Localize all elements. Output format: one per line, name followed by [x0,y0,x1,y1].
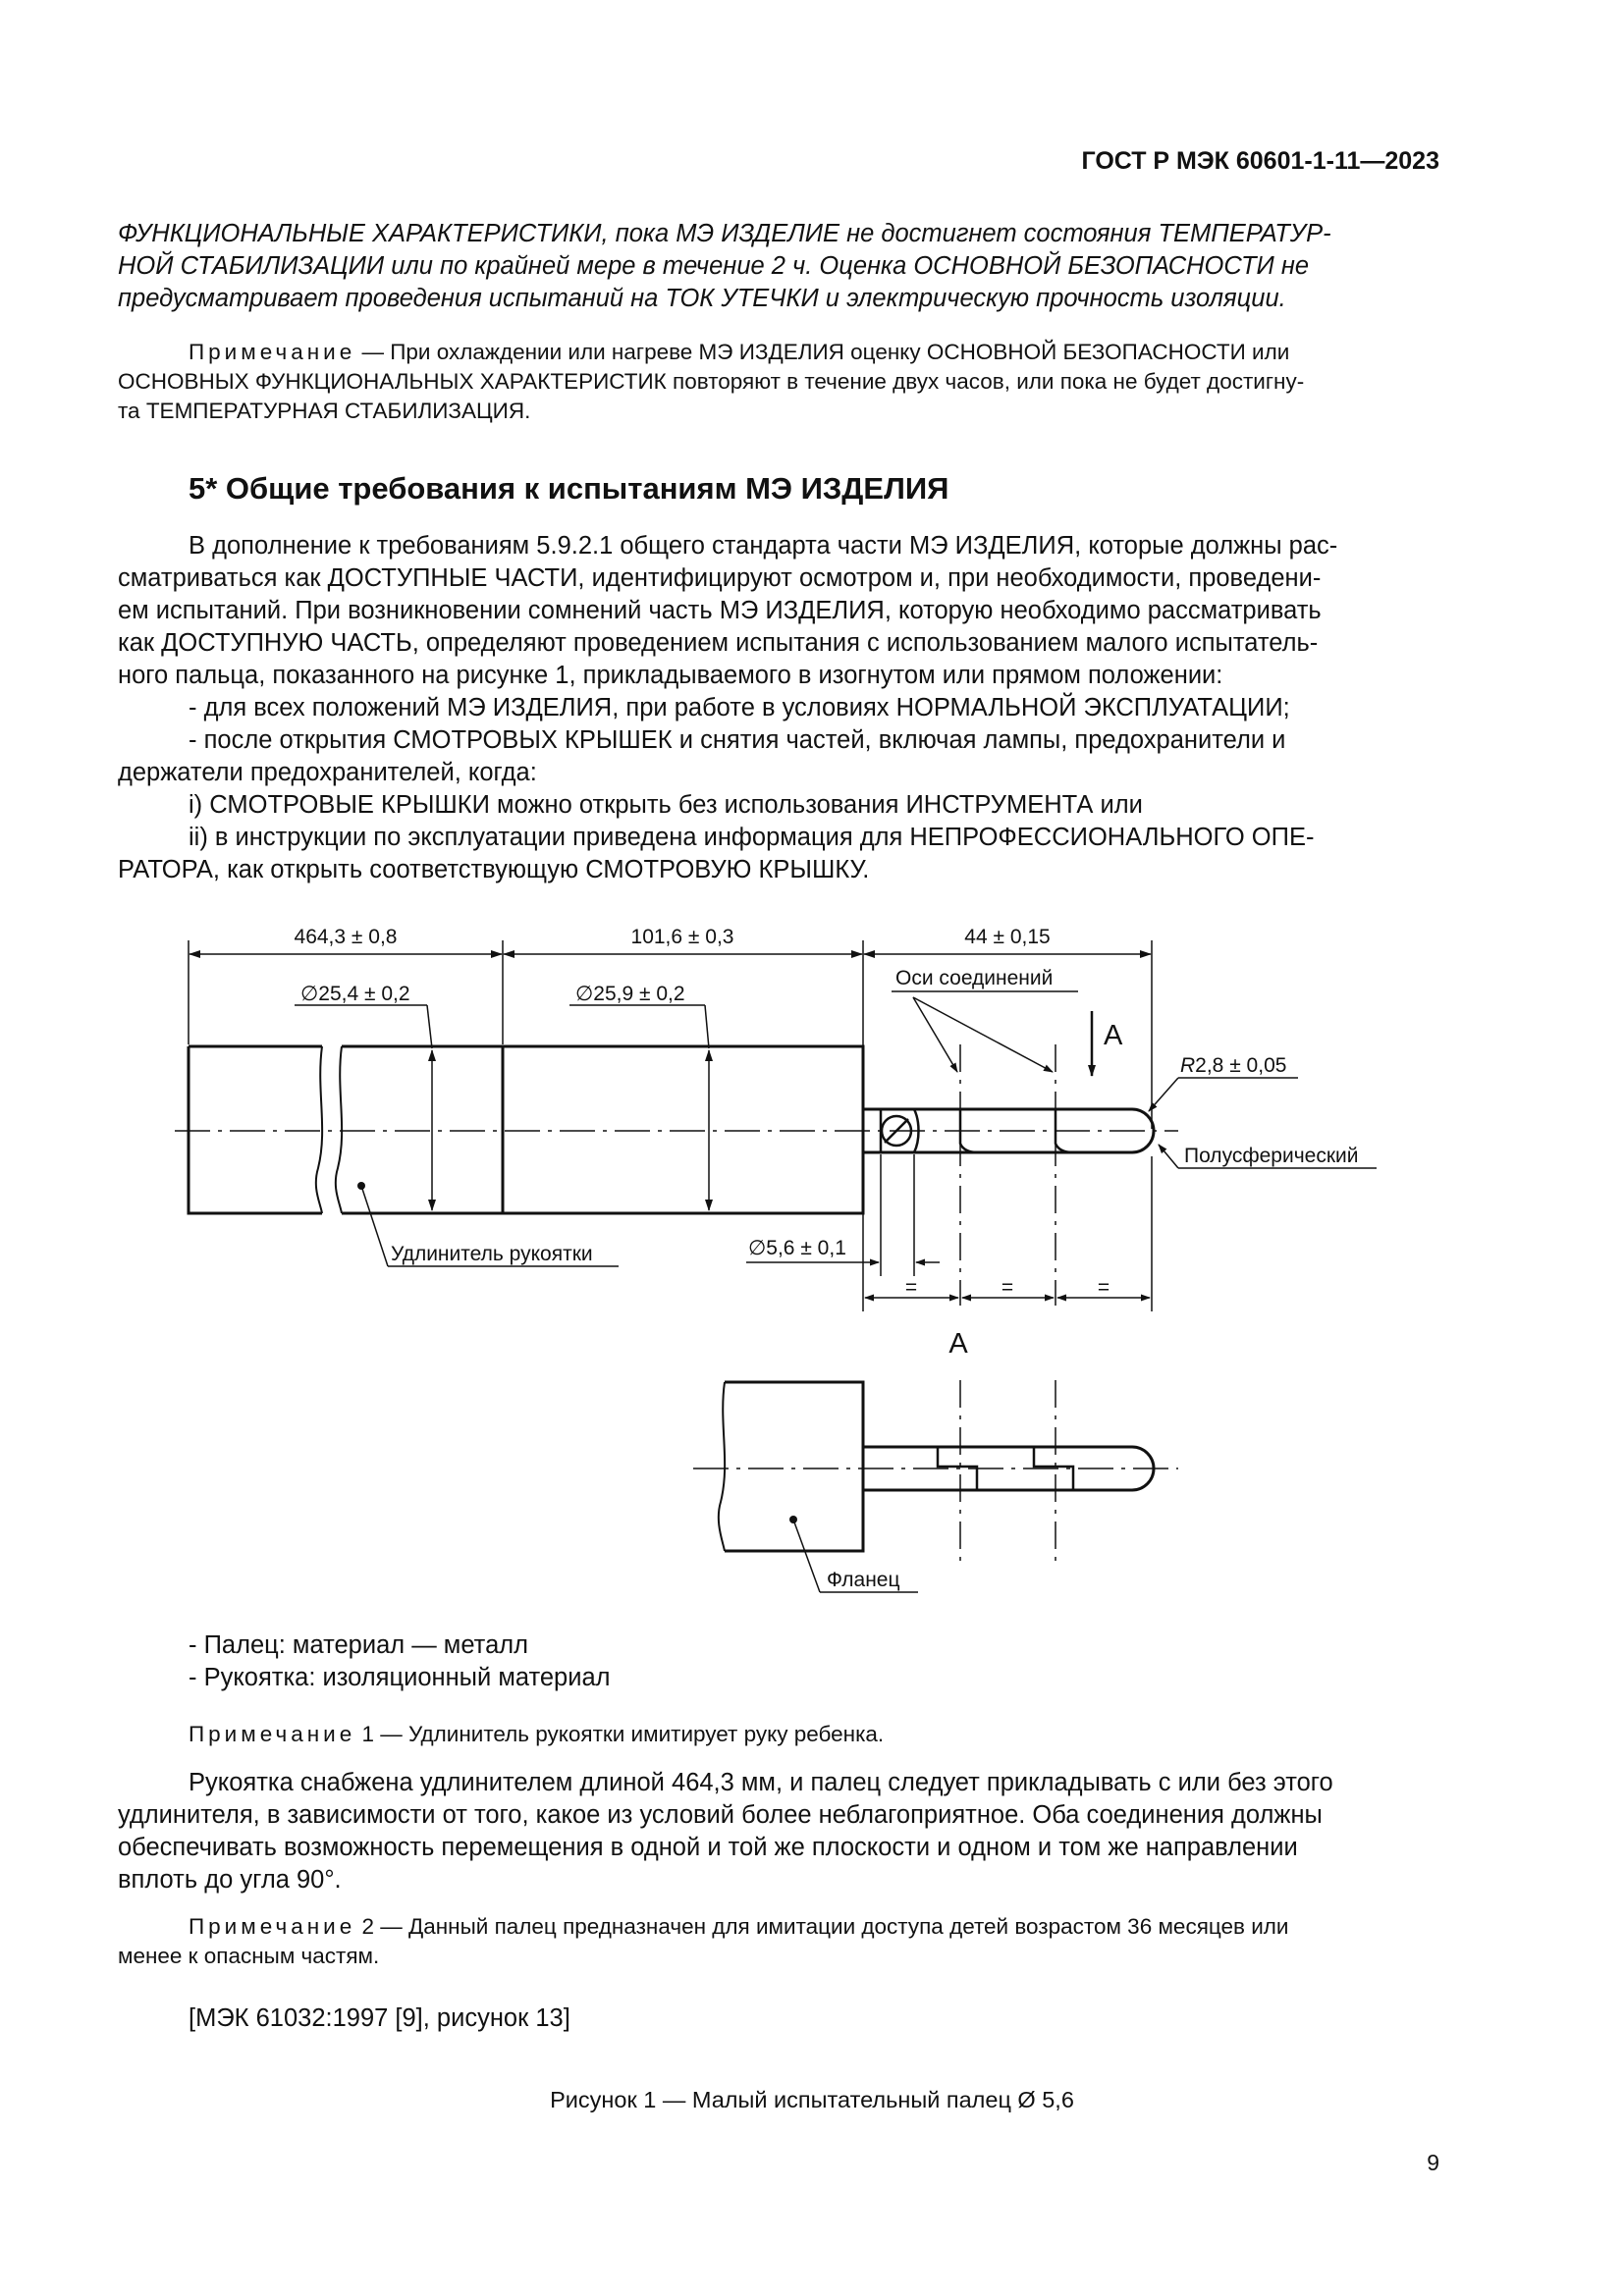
dim-radius: R2,8 ± 0,05 [1180,1054,1287,1077]
dim-length-finger: 44 ± 0,15 [964,926,1051,948]
list-item-cont: держатели предохранителей, когда: [118,759,537,786]
label-flange: Фланец [827,1569,900,1591]
material-line: - Палец: материал — металл [189,1631,529,1659]
body-line: Рукоятка снабжена удлинителем длиной 464,3 мм, и палец следует прикладывать с или без этого [189,1769,1333,1796]
list-item-cont: РАТОРА, как открыть соответствующую СМОТРОВУЮ КРЫШКУ. [118,856,870,883]
body-line: ного пальца, показанного на рисунке 1, прикладываемого в изогнутом или прямом положении: [118,662,1223,689]
label-hemispherical: Полусферический [1184,1145,1359,1167]
dim-length-extension: 464,3 ± 0,8 [294,926,398,948]
intro-line: предусматривает проведения испытаний на ТОК УТЕЧКИ и электрическую прочность изоляции. [118,285,1286,312]
list-item: i) СМОТРОВЫЕ КРЫШКИ можно открыть без использования ИНСТРУМЕНТА или [189,791,1143,819]
material-line: - Рукоятка: изоляционный материал [189,1664,611,1691]
note-text: 2 — Данный палец предназначен для имитации доступа детей возрастом 36 месяцев или [355,1914,1289,1939]
citation-text: [МЭК 61032:1997 [9], рисунок 13] [189,2004,570,2032]
citation [118,2002,1439,2035]
label-joint-axes: Оси соединений [895,967,1054,989]
body-line: В дополнение к требованиям 5.9.2.1 общего стандарта части МЭ ИЗДЕЛИЯ, которые должны рас- [189,532,1338,560]
body-line: обеспечивать возможность перемещения в одной и той же плоскости и одном и том же направлении [118,1834,1298,1861]
material-list [118,1629,1439,1694]
equal-mark: = [904,1276,918,1299]
note-line: та ТЕМПЕРАТУРНАЯ СТАБИЛИЗАЦИЯ. [118,399,531,423]
section-heading: 5* Общие требования к испытаниям МЭ ИЗДЕЛИЯ [189,471,949,506]
figure-caption: Рисунок 1 — Малый испытательный палец Ø 5,6 [550,2087,1074,2112]
note-2 [118,1912,1439,1971]
note-label: Примечание [189,1914,356,1939]
dim-dia-extension: ∅25,4 ± 0,2 [300,983,410,1005]
note-line: ОСНОВНЫХ ФУНКЦИОНАЛЬНЫХ ХАРАКТЕРИСТИК повторяют в течение двух часов, или пока не будет достигну- [118,369,1305,394]
finger-paragraph [118,1767,1439,1896]
dim-dia-finger: ∅5,6 ± 0,1 [748,1237,846,1259]
intro-paragraph [118,218,1439,315]
dim-length-handle: 101,6 ± 0,3 [630,926,734,948]
equal-mark: = [1001,1276,1014,1299]
label-extension: Удлинитель рукоятки [391,1243,593,1265]
note-label: Примечание [189,1722,356,1746]
note-top [118,338,1439,426]
section-body [118,530,1439,886]
flange-body [725,1382,863,1551]
view-marker: A [1104,1020,1123,1051]
page-number: 9 [1427,2150,1439,2175]
note-line: менее к опасным частям. [118,1944,380,1968]
intro-line: ФУНКЦИОНАЛЬНЫЕ ХАРАКТЕРИСТИКИ, пока МЭ ИЗДЕЛИЕ не достигнет состояния ТЕМПЕРАТУР- [118,220,1331,247]
note-text: 1 — Удлинитель рукоятки имитирует руку ребенка. [355,1722,885,1746]
standard-code: ГОСТ Р МЭК 60601-1-11—2023 [1081,147,1439,175]
body-line: сматриваться как ДОСТУПНЫЕ ЧАСТИ, идентифицируют осмотром и, при необходимости, проведени- [118,564,1322,592]
list-item: - после открытия СМОТРОВЫХ КРЫШЕК и снятия частей, включая лампы, предохранители и [189,726,1286,754]
body-line: удлинителя, в зависимости от того, какое из условий более неблагоприятное. Оба соединения должны [118,1801,1323,1829]
list-item: ii) в инструкции по эксплуатации приведена информация для НЕПРОФЕССИОНАЛЬНОГО ОПЕ- [189,824,1315,851]
note-text: — При охлаждении или нагреве МЭ ИЗДЕЛИЯ оценку ОСНОВНОЙ БЕЗОПАСНОСТИ или [355,340,1290,364]
extension-body [189,1046,322,1213]
dim-dia-handle: ∅25,9 ± 0,2 [575,983,685,1005]
body-line: вплоть до угла 90°. [118,1866,342,1894]
equal-mark: = [1097,1276,1110,1299]
list-item: - для всех положений МЭ ИЗДЕЛИЯ, при работе в условиях НОРМАЛЬНОЙ ЭКСПЛУАТАЦИИ; [189,694,1290,721]
intro-line: НОЙ СТАБИЛИЗАЦИИ или по крайней мере в течение 2 ч. Оценка ОСНОВНОЙ БЕЗОПАСНОСТИ не [118,252,1310,280]
note-1 [118,1720,1439,1749]
body-line: как ДОСТУПНУЮ ЧАСТЬ, определяют проведением испытания с использованием малого испытатель- [118,629,1319,657]
handle-body [503,1046,863,1213]
note-label: Примечание [189,340,356,364]
test-finger-drawing [147,903,1404,1610]
view-a-title: A [948,1328,968,1360]
body-line: ем испытаний. При возникновении сомнений часть МЭ ИЗДЕЛИЯ, которую необходимо рассматривать [118,597,1322,624]
